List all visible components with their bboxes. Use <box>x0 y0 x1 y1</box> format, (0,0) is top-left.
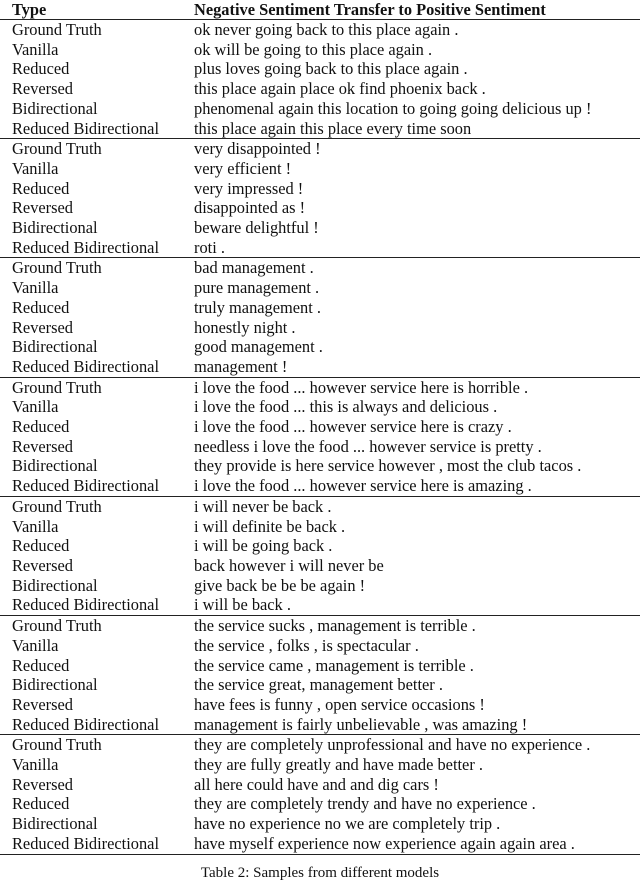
row-text: i will definite be back . <box>194 516 346 536</box>
table-row <box>0 715 640 735</box>
row-text: pure management . <box>194 278 320 298</box>
row-type: Reversed <box>12 436 73 456</box>
row-text: give back be be be again ! <box>194 575 366 595</box>
row-text: needless i love the food ... however service is pretty . <box>194 436 542 456</box>
table-row <box>0 318 640 338</box>
table-row <box>0 695 640 715</box>
table-row <box>0 775 640 795</box>
row-type: Reduced <box>12 178 70 198</box>
row-text: i love the food ... however service here is amazing . <box>192 476 640 496</box>
table-row <box>0 437 640 457</box>
table-row <box>0 59 640 79</box>
row-text: management is fairly unbelievable , was amazing ! <box>192 715 640 735</box>
table-row <box>0 476 640 496</box>
table-row <box>0 517 640 537</box>
row-text: ok will be going to this place again . <box>194 39 433 59</box>
table-row <box>0 456 640 476</box>
table-row <box>0 755 640 775</box>
row-text: disappointed as ! <box>194 198 306 218</box>
table-row <box>0 258 640 278</box>
table-row <box>0 417 640 437</box>
row-text: they provide is here service however , most the club tacos . <box>194 456 582 476</box>
row-type: Ground Truth <box>12 616 102 636</box>
row-type: Vanilla <box>12 635 59 655</box>
row-type: Bidirectional <box>12 456 98 476</box>
header-row <box>0 0 640 20</box>
row-group-6 <box>0 616 640 735</box>
row-type: Reduced <box>12 59 70 79</box>
row-group-7 <box>0 735 640 854</box>
row-text: i will never be back . <box>194 496 332 516</box>
row-type: Ground Truth <box>12 139 102 159</box>
table-row <box>0 238 640 258</box>
row-type: Ground Truth <box>12 735 102 755</box>
row-type: Reduced <box>12 655 70 675</box>
row-text: phenomenal again this location to going going delicious up ! <box>194 98 592 118</box>
row-group-1 <box>0 20 640 139</box>
table-row <box>0 298 640 318</box>
row-text: roti . <box>192 238 640 258</box>
row-group-5 <box>0 496 640 615</box>
row-text: have fees is funny , open service occasions ! <box>194 694 485 714</box>
row-type: Ground Truth <box>12 496 102 516</box>
row-type: Bidirectional <box>12 814 98 834</box>
row-type: Reduced <box>12 536 70 556</box>
row-type: Reduced Bidirectional <box>0 119 192 139</box>
table-row <box>0 20 640 40</box>
row-type: Bidirectional <box>12 218 98 238</box>
table-caption: Table 2: Samples from different models <box>200 865 440 881</box>
row-text: have myself experience now experience again again area . <box>192 834 640 854</box>
row-type: Reduced Bidirectional <box>0 834 192 854</box>
row-text: very efficient ! <box>194 158 292 178</box>
table-row <box>0 576 640 596</box>
row-type: Reduced Bidirectional <box>0 595 192 615</box>
row-text: the service great, management better . <box>194 675 443 695</box>
table-row <box>0 616 640 636</box>
table-header <box>0 0 640 20</box>
table-row <box>0 337 640 357</box>
row-type: Vanilla <box>12 158 59 178</box>
row-type: Bidirectional <box>12 575 98 595</box>
row-text: they are completely trendy and have no experience . <box>194 794 536 814</box>
row-text: the service sucks , management is terrible . <box>194 616 476 636</box>
row-text: bad management . <box>194 258 314 278</box>
table-row <box>0 595 640 615</box>
row-type: Vanilla <box>12 278 59 298</box>
row-type: Reversed <box>12 317 73 337</box>
table-row <box>0 735 640 755</box>
row-text: this place again place ok find phoenix back . <box>194 79 486 99</box>
row-text: i love the food ... this is always and delicious . <box>194 397 498 417</box>
row-type: Bidirectional <box>12 98 98 118</box>
row-text: the service , folks , is spectacular . <box>194 635 419 655</box>
row-type: Vanilla <box>12 516 59 536</box>
row-type: Reversed <box>12 774 73 794</box>
row-type: Reduced Bidirectional <box>0 476 192 496</box>
row-type: Reversed <box>12 198 73 218</box>
row-group-3 <box>0 258 640 377</box>
row-type: Bidirectional <box>12 675 98 695</box>
row-type: Vanilla <box>12 397 59 417</box>
row-text: i will be back . <box>192 595 640 615</box>
row-group-4 <box>0 377 640 496</box>
row-type: Reduced Bidirectional <box>0 357 192 377</box>
table-row <box>0 179 640 199</box>
row-type: Reduced <box>12 794 70 814</box>
row-type: Ground Truth <box>12 377 102 397</box>
header-type: Type <box>0 0 192 20</box>
row-type: Reduced <box>12 417 70 437</box>
row-text: back however i will never be <box>194 555 384 575</box>
row-text: truly management . <box>194 297 321 317</box>
row-text: very disappointed ! <box>194 139 321 159</box>
table-row <box>0 79 640 99</box>
row-group-2 <box>0 139 640 258</box>
table-row <box>0 40 640 60</box>
row-type: Reversed <box>12 79 73 99</box>
row-type: Reduced <box>12 297 70 317</box>
row-text: honestly night . <box>194 317 296 337</box>
table-row <box>0 139 640 159</box>
table-row <box>0 636 640 656</box>
header-text: Negative Sentiment Transfer to Positive Sentiment <box>192 0 640 20</box>
row-type: Vanilla <box>12 755 59 775</box>
table-row <box>0 496 640 516</box>
table-row <box>0 536 640 556</box>
table-row <box>0 218 640 238</box>
row-text: i love the food ... however service here is crazy . <box>194 417 512 437</box>
table-row <box>0 119 640 139</box>
row-text: they are fully greatly and have made better . <box>194 755 483 775</box>
row-text: very impressed ! <box>194 178 304 198</box>
row-type: Ground Truth <box>12 258 102 278</box>
table-row <box>0 99 640 119</box>
row-text: the service came , management is terrible . <box>194 655 474 675</box>
table-row <box>0 556 640 576</box>
row-type: Reduced Bidirectional <box>0 238 192 258</box>
table-row <box>0 656 640 676</box>
row-type: Vanilla <box>12 39 59 59</box>
table-row <box>0 159 640 179</box>
row-type: Reversed <box>12 555 73 575</box>
row-text: have no experience no we are completely trip . <box>194 814 501 834</box>
row-type: Reduced Bidirectional <box>0 715 192 735</box>
table-row <box>0 377 640 397</box>
row-text: ok never going back to this place again . <box>194 20 459 39</box>
table-row <box>0 814 640 834</box>
row-text: they are completely unprofessional and have no experience . <box>194 735 591 755</box>
row-text: i will be going back . <box>194 536 333 556</box>
row-type: Reversed <box>12 694 73 714</box>
table-row <box>0 794 640 814</box>
table-row <box>0 397 640 417</box>
table-row <box>0 278 640 298</box>
row-text: all here could have and and dig cars ! <box>194 774 439 794</box>
row-text: i love the food ... however service here is horrible . <box>194 377 529 397</box>
table-row <box>0 834 640 854</box>
row-text: this place again this place every time soon <box>192 119 640 139</box>
row-type: Ground Truth <box>12 20 102 39</box>
row-text: beware delightful ! <box>194 218 319 238</box>
table-row <box>0 357 640 377</box>
row-type: Bidirectional <box>12 337 98 357</box>
row-text: plus loves going back to this place again . <box>194 59 468 79</box>
row-text: management ! <box>192 357 640 377</box>
table-row <box>0 198 640 218</box>
table-row <box>0 675 640 695</box>
row-text: good management . <box>194 337 323 357</box>
